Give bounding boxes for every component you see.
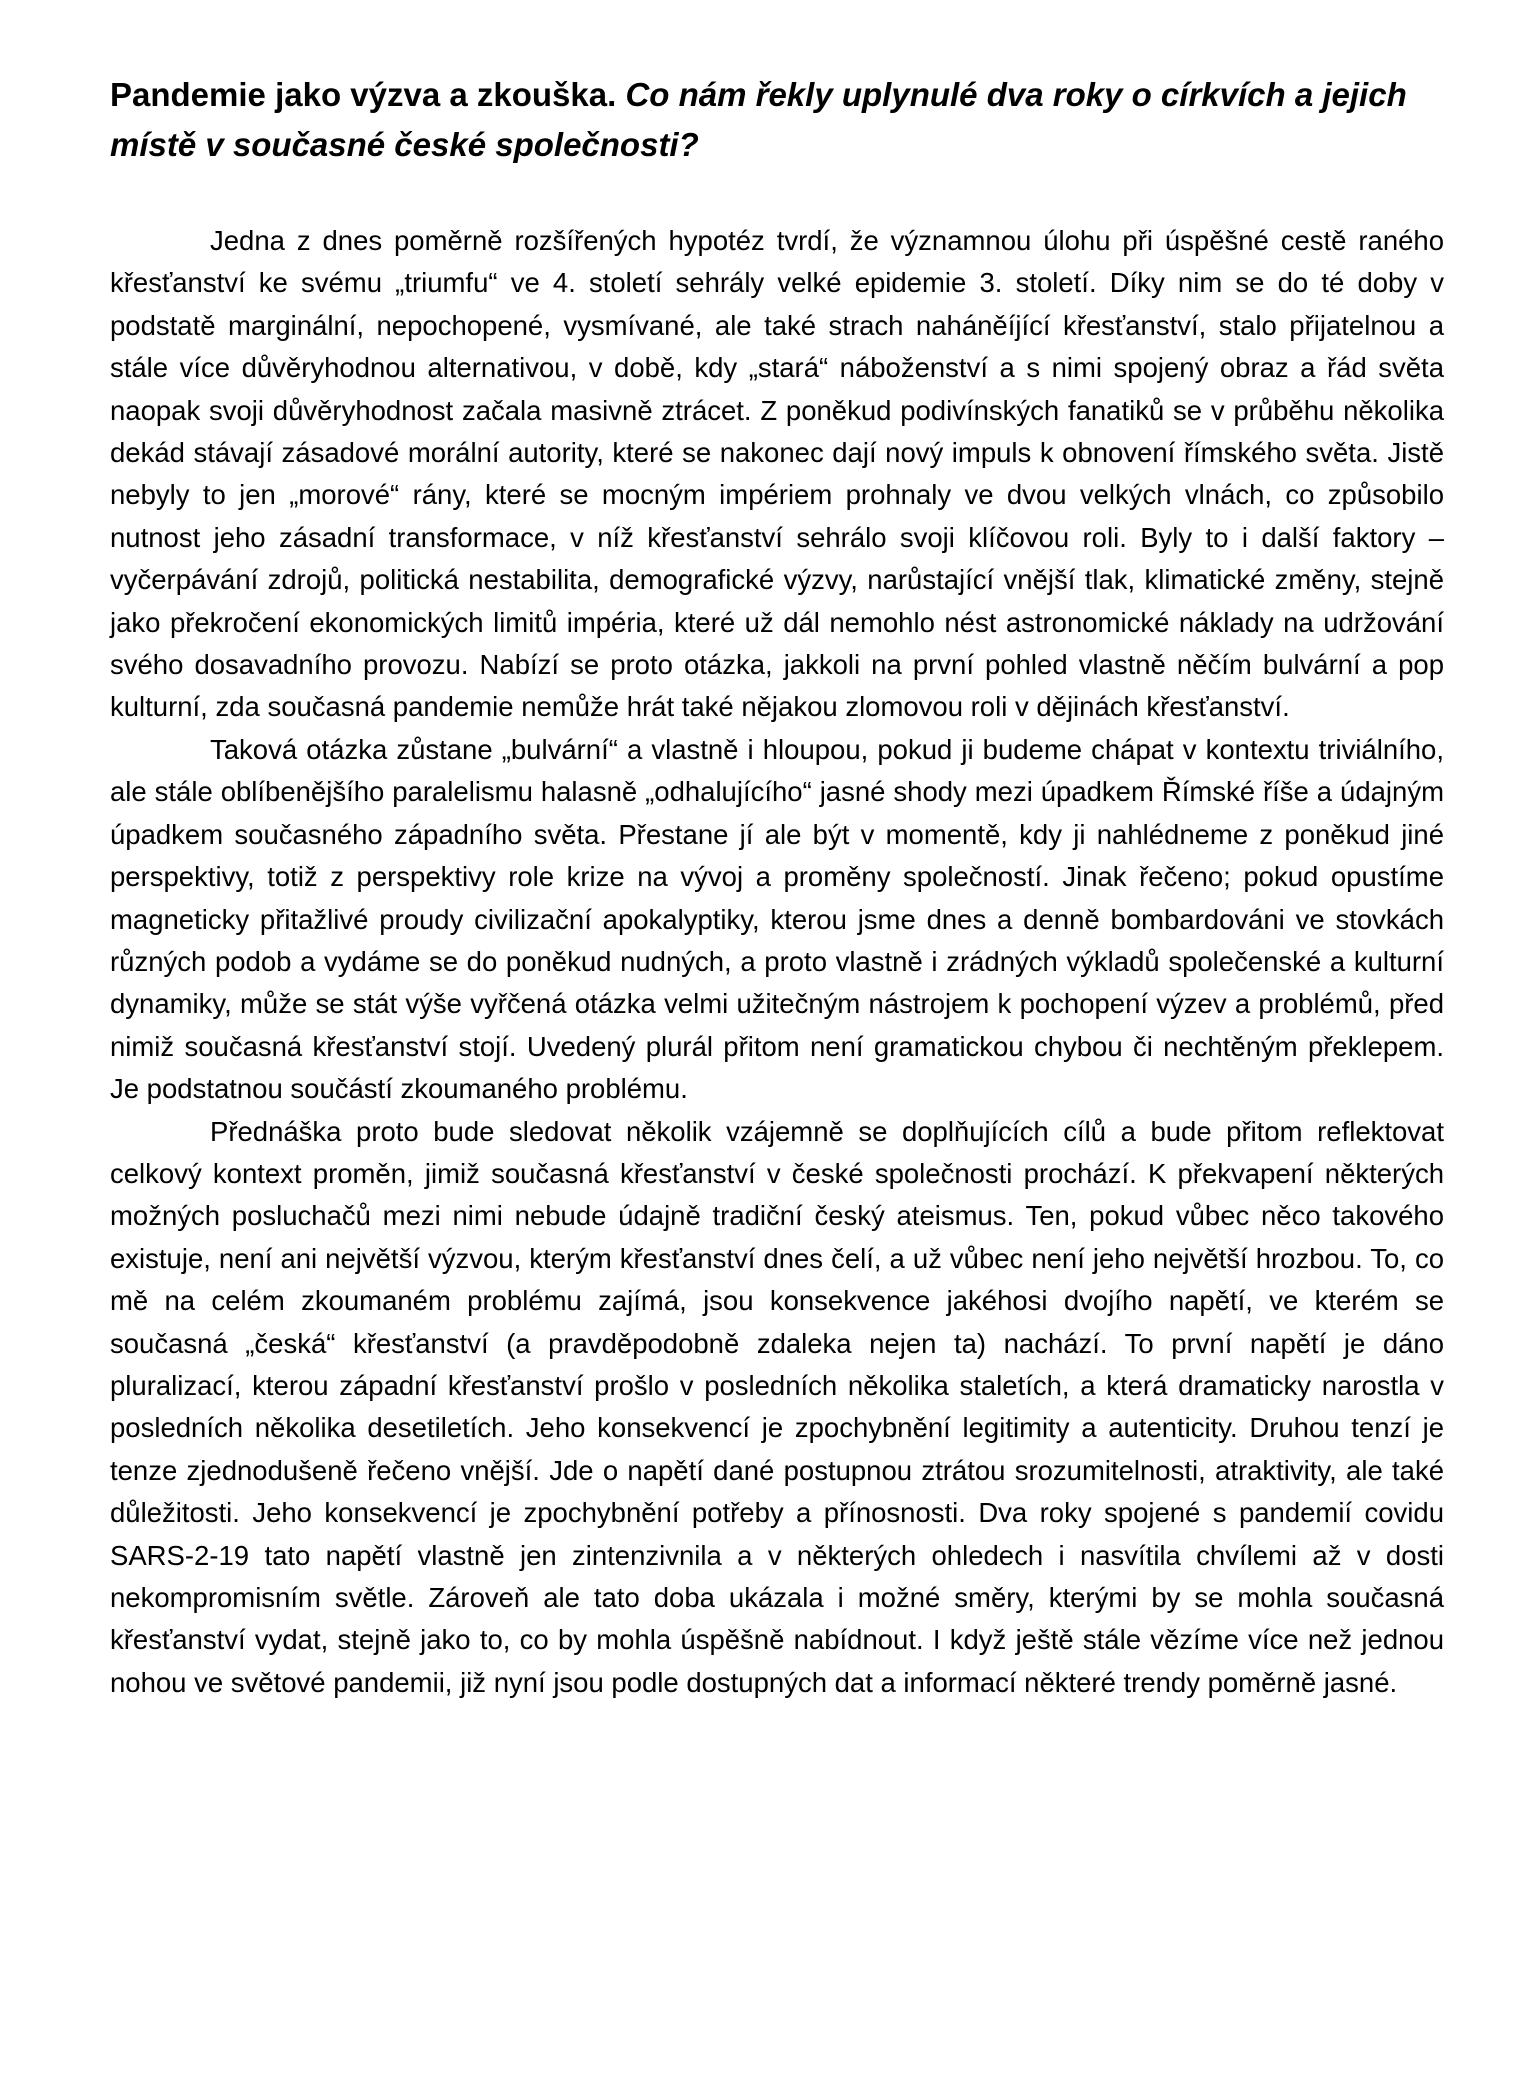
title-subtitle-italic: Co nám řekly uplynulé dva roky o církvích a jejich místě v současné české společnosti? [110, 76, 1407, 163]
paragraph-3: Přednáška proto bude sledovat několik vzájemně se doplňujících cílů a bude přitom reflektovat celkový kontext proměn, jimiž současná křesťanství v české společnosti prochází. K překvapení některých možných posluchačů mezi nimi nebude údajně tradiční český ateismus. Ten, pokud vůbec něco takového existuje, není ani největší výzvou, kterým křesťanství dnes čelí, a už vůbec není jeho největší hrozbou. To, co mě na celém zkoumaném problému zajímá, jsou konsekvence jakéhosi dvojího napětí, ve kterém se současná „česká“ křesťanství (a pravděpodobně zdaleka nejen ta) nachází. To první napětí je dáno pluralizací, kterou západní křesťanství prošlo v posledních několika staletích, a která dramaticky narostla v posledních několika desetiletích. Jeho konsekvencí je zpochybnění legitimity a autenticity. Druhou tenzí je tenze zjednodušeně řečeno vnější. Jde o napětí dané postupnou ztrátou srozumitelnosti, atraktivity, ale také důležitosti. Jeho konsekvencí je zpochybnění potřeby a přínosnosti. Dva roky spojené s pandemií covidu SARS-2-19 tato napětí vlastně jen zintenzivnila a v některých ohledech i nasvítila chvílemi až v dosti nekompromisním světle. Zároveň ale tato doba ukázala i možné směry, kterými by se mohla současná křesťanství vydat, stejně jako to, co by mohla úspěšně nabídnout. I když ještě stále vězíme více než jednou nohou ve světové pandemii, již nyní jsou podle dostupných dat a informací některé trendy poměrně jasné. [110, 1115, 1444, 1698]
title-main: Pandemie jako výzva a zkouška. [110, 76, 617, 113]
document-title [110, 70, 1444, 170]
paragraph-1: Jedna z dnes poměrně rozšířených hypotéz tvrdí, že významnou úlohu při úspěšné cestě raného křesťanství ke svému „triumfu“ ve 4. století sehrály velké epidemie 3. století. Díky nim se do té doby v podstatě marginální, nepochopené, vysmívané, ale také strach naháněíjící křesťanství, stalo přijatelnou a stále více důvěryhodnou alternativou, v době, kdy „stará“ náboženství a s nimi spojený obraz a řád světa naopak svoji důvěryhodnost začala masivně ztrácet. Z poněkud podivínských fanatiků se v průběhu několika dekád stávají zásadové morální autority, které se nakonec dají nový impuls k obnovení římského světa. Jistě nebyly to jen „morové“ rány, které se mocným impériem prohnaly ve dvou velkých vlnách, co způsobilo nutnost jeho zásadní transformace, v níž křesťanství sehrálo svoji klíčovou roli. Byly to i další faktory – vyčerpávání zdrojů, politická nestabilita, demografické výzvy, narůstající vnější tlak, klimatické změny, stejně jako překročení ekonomických limitů impéria, které už dál nemohlo nést astronomické náklady na udržování svého dosavadního provozu. Nabízí se proto otázka, jakkoli na první pohled vlastně něčím bulvární a pop kulturní, zda současná pandemie nemůže hrát také nějakou zlomovou roli v dějinách křesťanství. [110, 225, 1444, 723]
paragraph-2: Taková otázka zůstane „bulvární“ a vlastně i hloupou, pokud ji budeme chápat v kontextu triviálního, ale stále oblíbenějšího paralelismu halasně „odhalujícího“ jasné shody mezi úpadkem Římské říše a údajným úpadkem současného západního světa. Přestane jí ale být v momentě, kdy ji nahlédneme z poněkud jiné perspektivy, totiž z perspektivy role krize na vývoj a proměny společností. Jinak řečeno; pokud opustíme magneticky přitažlivé proudy civilizační apokalyptiky, kterou jsme dnes a denně bombardováni ve stovkách různých podob a vydáme se do poněkud nudných, a proto vlastně i zrádných výkladů společenské a kulturní dynamiky, může se stát výše vyřčená otázka velmi užitečným nástrojem k pochopení výzev a problémů, před nimiž současná křesťanství stojí. Uvedený plurál přitom není gramatickou chybou či nechtěným překlepem. Je podstatnou součástí zkoumaného problému. [110, 733, 1444, 1105]
document-page [110, 70, 1444, 1704]
